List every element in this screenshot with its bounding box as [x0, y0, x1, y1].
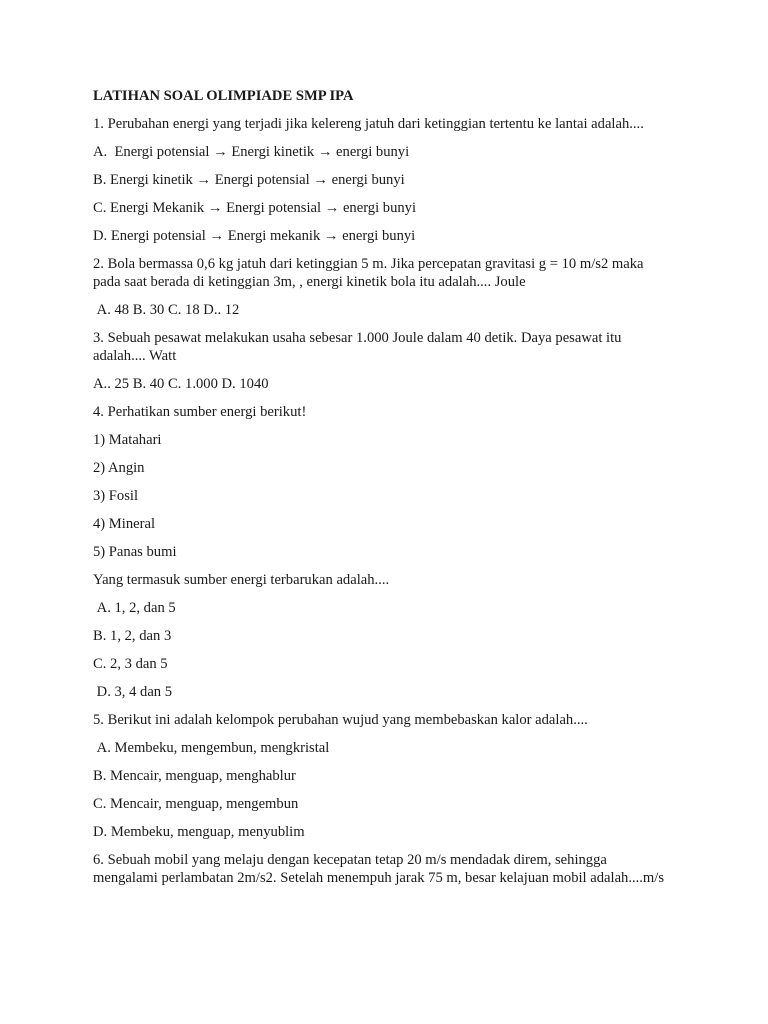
question-3-options: A.. 25 B. 40 C. 1.000 D. 1040: [93, 376, 269, 392]
question-1-option-d: D. Energi potensial → Energi mekanik → energi bunyi: [93, 228, 416, 244]
question-5-option-b: B. Mencair, menguap, menghablur: [93, 768, 296, 784]
question-5-option-d: D. Membeku, menguap, menyublim: [93, 824, 305, 840]
question-1-option-a: A. Energi potensial → Energi kinetik → energi bunyi: [93, 144, 410, 160]
question-4-option-b: B. 1, 2, dan 3: [93, 628, 172, 644]
document-page: [93, 87, 673, 897]
question-4-option-a: A. 1, 2, dan 5: [93, 600, 176, 616]
question-5-option-c: C. Mencair, menguap, mengembun: [93, 796, 299, 812]
question-1-text: 1. Perubahan energi yang terjadi jika kelereng jatuh dari ketinggian tertentu ke lantai adalah....: [93, 116, 644, 132]
question-4-text: 4. Perhatikan sumber energi berikut!: [93, 404, 307, 420]
question-2-text: 2. Bola bermassa 0,6 kg jatuh dari ketinggian 5 m. Jika percepatan gravitasi g = 10 m/s2 maka pada saat berada di ketinggian 3m, , energi kinetik bola itu adalah.... Joule: [93, 256, 648, 290]
question-4-item-1: 1) Matahari: [93, 432, 162, 448]
question-2-options: A. 48 B. 30 C. 18 D.. 12: [93, 302, 240, 318]
question-4-item-5: 5) Panas bumi: [93, 544, 177, 560]
question-4-item-2: 2) Angin: [93, 460, 145, 476]
question-5-option-a: A. Membeku, mengembun, mengkristal: [93, 740, 330, 756]
question-4-item-4: 4) Mineral: [93, 516, 156, 532]
question-4-option-c: C. 2, 3 dan 5: [93, 656, 168, 672]
question-1-option-c: C. Energi Mekanik → Energi potensial → energi bunyi: [93, 200, 417, 216]
question-5-text: 5. Berikut ini adalah kelompok perubahan wujud yang membebaskan kalor adalah....: [93, 712, 588, 728]
question-4-prompt: Yang termasuk sumber energi terbarukan adalah....: [93, 572, 390, 588]
question-3-text: 3. Sebuah pesawat melakukan usaha sebesar 1.000 Joule dalam 40 detik. Daya pesawat itu adalah.... Watt: [93, 330, 626, 364]
question-6-text: 6. Sebuah mobil yang melaju dengan kecepatan tetap 20 m/s mendadak direm, sehingga mengalami perlambatan 2m/s2. Setelah menempuh jarak 75 m, besar kelajuan mobil adalah....m/s: [93, 852, 665, 886]
question-4-option-d: D. 3, 4 dan 5: [93, 684, 173, 700]
question-4-item-3: 3) Fosil: [93, 488, 139, 504]
document-title: LATIHAN SOAL OLIMPIADE SMP IPA: [93, 88, 354, 104]
question-1-option-b: B. Energi kinetik → Energi potensial → energi bunyi: [93, 172, 405, 188]
